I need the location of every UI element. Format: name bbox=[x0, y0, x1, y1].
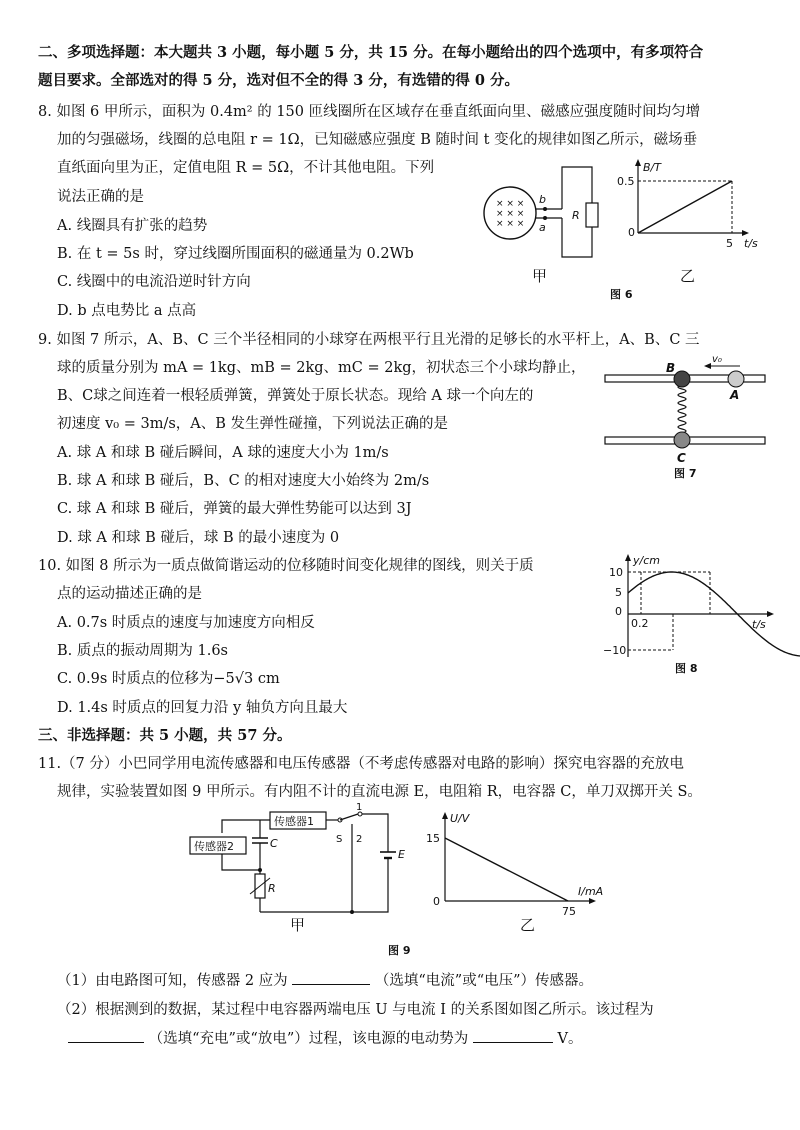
label-b: b bbox=[539, 193, 546, 206]
q8-option-c: C. 线圈中的电流沿逆时针方向 bbox=[57, 274, 251, 290]
sensor-1-label: 传感器1 bbox=[274, 815, 314, 828]
q8-stem-line4: 说法正确的是 bbox=[57, 189, 144, 205]
switch-pos-2: 2 bbox=[356, 834, 363, 845]
q9-stem-line1: 9. 如图 7 所示，A、B、C 三个半径相同的小球穿在两根平行且光滑的足够长的水平杆上，A、B、C 三 bbox=[38, 332, 700, 348]
tick-minus-10: −10 bbox=[603, 644, 627, 657]
field-marks-row2: × × × bbox=[496, 209, 525, 219]
label-ball-a: A bbox=[730, 388, 740, 402]
section2-header-line2: 题目要求。全部选对的得 5 分，选对但不全的得 3 分，有选错的得 0 分。 bbox=[38, 72, 520, 89]
label-e: E bbox=[398, 848, 405, 861]
x-axis-label: t/s bbox=[744, 237, 758, 250]
q11-part1 bbox=[57, 970, 593, 992]
q11-part2-unit: V。 bbox=[557, 1031, 583, 1047]
section3-header: 三、非选择题：共 5 小题，共 57 分。 bbox=[38, 727, 292, 744]
u-i-line bbox=[445, 838, 568, 901]
switch-pos-1: 1 bbox=[356, 802, 363, 813]
switch-label-s: S bbox=[336, 834, 343, 845]
origin-label: 0 bbox=[628, 226, 635, 239]
section2-header-line1: 二、多项选择题：本大题共 3 小题，每小题 5 分，共 15 分。在每小题给出的四个选项中，有多项符合 bbox=[38, 44, 704, 61]
i-axis-label: I/mA bbox=[578, 885, 604, 898]
tick-0: 0 bbox=[615, 605, 622, 618]
q11-stem-line2: 规律，实验装置如图 9 甲所示。有内阻不计的直流电源 E，电阻箱 R，电容器 C，单刀双掷开关 S。 bbox=[57, 784, 702, 800]
q9-option-b: B. 球 A 和球 B 碰后，B、C 的相对速度大小始终为 2m/s bbox=[57, 473, 430, 489]
label-v0: v₀ bbox=[712, 354, 722, 365]
figure-9-caption: 图 9 bbox=[388, 944, 411, 957]
q11-part2-line1: （2）根据测到的数据，某过程中电容器两端电压 U 与电流 I 的关系图如图乙所示。该过程为 bbox=[57, 1002, 654, 1018]
q8-option-a: A. 线圈具有扩张的趋势 bbox=[57, 218, 208, 234]
terminal-b bbox=[543, 207, 547, 211]
figure-6 bbox=[470, 155, 770, 305]
q11-part2-line2 bbox=[68, 1028, 582, 1050]
q9-option-a: A. 球 A 和球 B 碰后瞬间，A 球的速度大小为 1m/s bbox=[57, 445, 389, 461]
figure-9 bbox=[180, 802, 610, 960]
t-axis-label: t/s bbox=[752, 618, 766, 631]
terminal-a bbox=[543, 216, 547, 220]
q10-stem-line2: 点的运动描述正确的是 bbox=[57, 586, 202, 602]
q8-stem-line3: 直纸面向里为正，定值电阻 R = 5Ω，不计其他电阻。下列 bbox=[57, 160, 435, 176]
label-ball-c: C bbox=[677, 451, 686, 465]
figure-7-caption: 图 7 bbox=[674, 467, 697, 480]
tick-0-2: 0.2 bbox=[631, 617, 649, 630]
switch-s bbox=[340, 814, 358, 820]
q9-stem-line2: 球的质量分别为 mA = 1kg、mB = 2kg、mC = 2kg，初状态三个小球均静止， bbox=[57, 360, 586, 376]
q11-stem-line1: 11.（7 分）小巴同学用电流传感器和电压传感器（不考虑传感器对电路的影响）探究电容器的充放电 bbox=[38, 756, 684, 772]
figure-8-caption: 图 8 bbox=[675, 662, 698, 675]
q10-option-b: B. 质点的振动周期为 1.6s bbox=[57, 643, 228, 659]
figure-7 bbox=[600, 352, 780, 482]
label-r: R bbox=[268, 882, 276, 895]
figure-8 bbox=[595, 552, 780, 682]
q8-stem-line2: 加的匀强磁场，线圈的总电阻 r = 1Ω，已知磁感应强度 B 随时间 t 变化的规律如图乙所示，磁场垂 bbox=[57, 132, 698, 148]
q9-stem-line3: B、C球之间连着一根轻质弹簧，弹簧处于原长状态。现给 A 球一个向左的 bbox=[57, 388, 534, 404]
label-r: R bbox=[572, 209, 580, 222]
tick-5: 5 bbox=[615, 586, 622, 599]
q8-option-b: B. 在 t = 5s 时，穿过线圈所围面积的磁通量为 0.2Wb bbox=[57, 246, 414, 262]
q10-stem-line1: 10. 如图 8 所示为一质点做简谐运动的位移随时间变化规律的图线，则关于质 bbox=[38, 558, 534, 574]
u-axis-label: U/V bbox=[450, 812, 470, 825]
q10-option-d: D. 1.4s 时质点的回复力沿 y 轴负方向且最大 bbox=[57, 700, 348, 716]
tick-15: 15 bbox=[426, 832, 440, 845]
figure-6-caption: 图 6 bbox=[610, 288, 633, 301]
q11-part2-mid: （选填“充电”或“放电”）过程，该电源的电动势为 bbox=[148, 1031, 469, 1047]
q8-option-d: D. b 点电势比 a 点高 bbox=[57, 303, 197, 319]
q10-option-a: A. 0.7s 时质点的速度与加速度方向相反 bbox=[57, 615, 315, 631]
q10-option-c: C. 0.9s 时质点的位移为−5√3 cm bbox=[57, 671, 280, 687]
label-jia: 甲 bbox=[290, 916, 306, 934]
field-marks-row1: × × × bbox=[496, 199, 525, 209]
label-a: a bbox=[539, 221, 546, 234]
answer-blank-2[interactable] bbox=[68, 1028, 144, 1043]
field-marks-row3: × × × bbox=[496, 219, 525, 229]
q9-option-d: D. 球 A 和球 B 碰后，球 B 的最小速度为 0 bbox=[57, 530, 340, 546]
q11-part1-suffix: （选填“电流”或“电压”）传感器。 bbox=[374, 973, 594, 989]
q9-option-c: C. 球 A 和球 B 碰后，弹簧的最大弹性势能可以达到 3J bbox=[57, 501, 412, 517]
ball-b bbox=[674, 371, 690, 387]
q8-stem-line1: 8. 如图 6 甲所示，面积为 0.4m² 的 150 匝线圈所在区域存在垂直纸面向里、磁感应强度随时间均匀增 bbox=[38, 104, 701, 120]
q9-stem-line4: 初速度 v₀ = 3m/s，A、B 发生弹性碰撞，下列说法正确的是 bbox=[57, 416, 449, 432]
resistor-r bbox=[586, 203, 598, 227]
label-jia: 甲 bbox=[532, 267, 548, 285]
y-tick-label: 0.5 bbox=[617, 175, 635, 188]
q11-part1-prefix: （1）由电路图可知，传感器 2 应为 bbox=[57, 973, 288, 989]
label-c: C bbox=[270, 837, 278, 850]
ball-a bbox=[728, 371, 744, 387]
tick-75: 75 bbox=[562, 905, 576, 918]
spring bbox=[678, 385, 686, 433]
origin-label: 0 bbox=[433, 895, 440, 908]
answer-blank-3[interactable] bbox=[473, 1028, 553, 1043]
y-axis-label: B/T bbox=[643, 161, 661, 174]
b-t-line bbox=[638, 181, 732, 233]
ball-c bbox=[674, 432, 690, 448]
x-tick-label: 5 bbox=[726, 237, 733, 250]
label-yi: 乙 bbox=[520, 916, 536, 934]
sensor-2-label: 传感器2 bbox=[194, 840, 234, 853]
y-axis-label: y/cm bbox=[633, 554, 660, 567]
label-ball-b: B bbox=[666, 361, 676, 375]
label-yi: 乙 bbox=[680, 267, 696, 285]
answer-blank-1[interactable] bbox=[292, 970, 370, 985]
tick-10: 10 bbox=[609, 566, 623, 579]
